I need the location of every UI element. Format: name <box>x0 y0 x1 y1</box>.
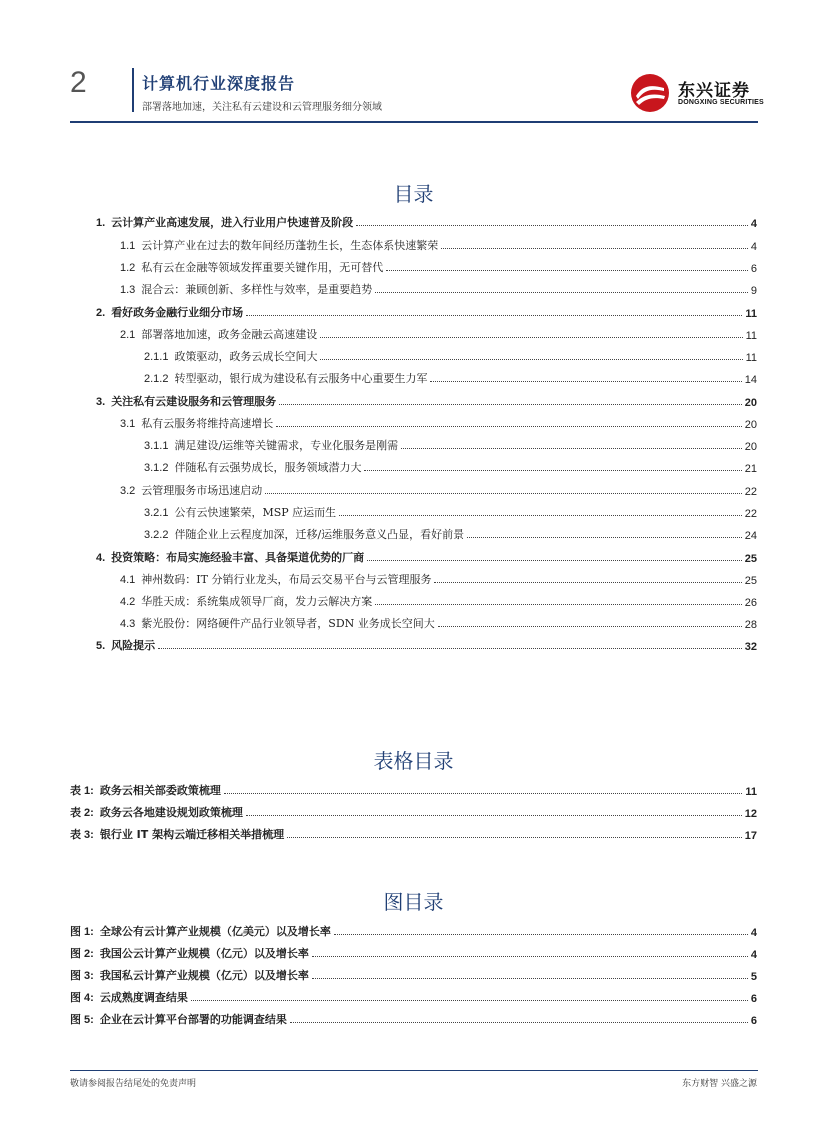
toc-entry-label <box>144 437 398 453</box>
figure-toc-entry-page: 4 <box>750 927 757 939</box>
toc-entry[interactable] <box>120 482 757 498</box>
toc-entry-label <box>144 526 464 542</box>
toc-entry-text: 转型驱动，银行成为建设私有云服务中心重要生力军 <box>174 372 428 385</box>
toc-entry-page: 22 <box>744 486 757 498</box>
toc-entry-text: 紫光股份：网络硬件产品行业领导者，SDN 业务成长空间大 <box>141 617 435 630</box>
figure-toc-entry-label <box>70 989 188 1005</box>
toc-entry-page: 25 <box>744 575 757 587</box>
figure-toc-entry-number: 图 3: <box>70 970 94 982</box>
figure-toc-title: 图目录 <box>383 890 444 914</box>
toc-entry-page: 20 <box>744 397 757 409</box>
toc-entry-page: 6 <box>750 263 757 275</box>
figure-toc-entry[interactable] <box>70 945 757 961</box>
toc-entry-page: 28 <box>744 619 757 631</box>
toc-entry-text: 风险提示 <box>111 639 156 652</box>
toc-entry[interactable] <box>120 571 757 587</box>
leader-dots <box>364 470 741 471</box>
toc-entry-text: 私有云在金融等领域发挥重要关键作用，无可替代 <box>141 261 384 274</box>
toc-entry-page: 20 <box>744 441 757 453</box>
toc-entry-label <box>96 549 364 565</box>
header-rule <box>70 121 758 123</box>
table-toc-entry-page: 17 <box>744 830 757 842</box>
page-number: 2 <box>70 66 87 99</box>
figure-toc-entry-text: 我国公云计算产业规模（亿元）以及增长率 <box>99 947 309 960</box>
toc-entry-number: 3.2.2 <box>144 529 169 541</box>
leader-dots <box>386 270 748 271</box>
toc-entry-number: 1. <box>96 217 106 229</box>
toc-entry-text: 看好政务金融行业细分市场 <box>111 306 244 319</box>
toc-entry-page: 24 <box>744 530 757 542</box>
table-toc-entry-number: 表 2: <box>70 807 94 819</box>
toc-entry-label <box>96 393 276 409</box>
toc-entry-label <box>120 281 372 297</box>
table-toc-entry[interactable] <box>70 826 757 842</box>
table-toc-entry-number: 表 3: <box>70 829 94 841</box>
toc-entry-number: 2.1.2 <box>144 373 169 385</box>
toc-entry[interactable] <box>144 459 757 475</box>
toc-entry[interactable] <box>120 281 757 297</box>
toc-entry-page: 4 <box>750 241 757 253</box>
toc-entry-page: 14 <box>744 374 757 386</box>
toc-entry-text: 云管理服务市场迅速启动 <box>141 484 263 497</box>
toc-entry[interactable] <box>120 237 757 253</box>
toc-entry[interactable] <box>96 637 757 653</box>
figure-toc-entry-page: 6 <box>750 993 757 1005</box>
toc-entry-number: 1.2 <box>120 262 136 274</box>
toc-entry[interactable] <box>96 304 757 320</box>
toc-entry-page: 25 <box>744 553 757 565</box>
leader-dots <box>375 292 748 293</box>
figure-toc-entry-text: 全球公有云计算产业规模（亿美元）以及增长率 <box>99 925 331 938</box>
toc-entry-number: 2. <box>96 307 106 319</box>
leader-dots <box>401 448 742 449</box>
toc-entry-label <box>96 304 243 320</box>
figure-toc-entry-label <box>70 923 331 939</box>
toc-entry-number: 2.1 <box>120 329 136 341</box>
toc-entry-label <box>144 370 427 386</box>
table-toc-entry-number: 表 1: <box>70 785 94 797</box>
toc-entry-number: 1.1 <box>120 240 136 252</box>
toc-entry-text: 政策驱动，政务云成长空间大 <box>174 350 318 363</box>
toc-entry[interactable] <box>144 504 757 520</box>
figure-toc-entry-label <box>70 1011 287 1027</box>
toc-entry[interactable] <box>144 370 757 386</box>
figure-toc-entry-label <box>70 945 309 961</box>
figure-toc-entry-text: 企业在云计算平台部署的功能调查结果 <box>99 1013 287 1026</box>
toc-entry-page: 20 <box>744 419 757 431</box>
table-toc-entry[interactable] <box>70 804 757 820</box>
toc-entry-number: 4.1 <box>120 574 136 586</box>
logo-name: 东兴证券 <box>678 81 750 101</box>
figure-toc-entry[interactable] <box>70 923 757 939</box>
toc-entry-number: 3.1 <box>120 418 136 430</box>
toc-entry-text: 伴随企业上云程度加深，迁移/运维服务意义凸显，看好前景 <box>174 528 465 541</box>
leader-dots <box>441 248 748 249</box>
toc-entry-label <box>120 415 273 431</box>
toc-entry-text: 私有云服务将维持高速增长 <box>141 417 274 430</box>
toc-entry-number: 3. <box>96 396 106 408</box>
table-toc-title: 表格目录 <box>373 749 454 773</box>
toc-entry-page: 26 <box>744 597 757 609</box>
toc-entry-label <box>120 259 383 275</box>
toc-entry-text: 关注私有云建设服务和云管理服务 <box>111 395 277 408</box>
figure-toc-entry-label <box>70 967 309 983</box>
toc-entry-number: 3.1.1 <box>144 440 169 452</box>
toc-entry-label <box>144 459 361 475</box>
leader-dots <box>265 493 741 494</box>
logo-english: DONGXING SECURITIES <box>678 99 764 106</box>
toc-entry-page: 11 <box>745 308 757 320</box>
leader-dots <box>279 404 742 405</box>
figure-toc-entry-number: 图 2: <box>70 948 94 960</box>
toc-entry-page: 32 <box>744 641 757 653</box>
toc-entry[interactable] <box>96 393 757 409</box>
toc-entry-page: 11 <box>745 352 757 364</box>
leader-dots <box>434 582 741 583</box>
figure-toc-entry-page: 6 <box>750 1015 757 1027</box>
toc-entry-text: 混合云：兼顾创新、多样性与效率，是重要趋势 <box>141 283 373 296</box>
leader-dots <box>438 626 742 627</box>
footer-rule <box>70 1070 758 1071</box>
figure-toc-entry-number: 图 5: <box>70 1014 94 1026</box>
figure-toc-entry-number: 图 1: <box>70 926 94 938</box>
table-toc-entry-text: 银行业 IT 架构云端迁移相关举措梳理 <box>99 828 285 841</box>
figure-toc-entry-number: 图 4: <box>70 992 94 1004</box>
table-toc-entry-text: 政务云相关部委政策梳理 <box>99 784 221 797</box>
leader-dots <box>158 648 742 649</box>
toc-entry-label <box>120 571 431 587</box>
footer-slogan: 东方财智 兴盛之源 <box>682 1079 757 1089</box>
leader-dots <box>320 337 742 338</box>
figure-toc-entry-text: 云成熟度调查结果 <box>99 991 188 1004</box>
toc-entry-number: 2.1.1 <box>144 351 169 363</box>
toc-entry[interactable] <box>144 437 757 453</box>
leader-dots <box>312 956 748 957</box>
toc-entry[interactable] <box>144 348 757 364</box>
toc-entry-text: 投资策略：布局实施经验丰富、具备渠道优势的厂商 <box>111 551 365 564</box>
table-toc-entry[interactable] <box>70 782 757 798</box>
leader-dots <box>191 1000 748 1001</box>
header-divider <box>132 68 134 112</box>
toc-entry-label <box>144 504 336 520</box>
leader-dots <box>246 315 742 316</box>
leader-dots <box>467 537 742 538</box>
table-toc-entry-page: 12 <box>744 808 757 820</box>
toc-entry-number: 5. <box>96 640 106 652</box>
toc-entry[interactable] <box>96 549 757 565</box>
toc-entry[interactable] <box>120 615 757 631</box>
leader-dots <box>356 225 748 226</box>
toc-entry-text: 华胜天成：系统集成领导厂商，发力云解决方案 <box>141 595 373 608</box>
figure-toc-entry-text: 我国私云计算产业规模（亿元）以及增长率 <box>99 969 309 982</box>
toc-entry-text: 云计算产业高速发展，进入行业用户快速普及阶段 <box>111 216 354 229</box>
figure-toc-entry-page: 5 <box>750 971 757 983</box>
toc-entry-number: 4.2 <box>120 596 136 608</box>
toc-entry-page: 9 <box>750 285 757 297</box>
toc-entry-label <box>120 482 262 498</box>
report-title: 计算机行业深度报告 <box>142 74 296 93</box>
table-toc-entry-text: 政务云各地建设规划政策梳理 <box>99 806 243 819</box>
leader-dots <box>276 426 741 427</box>
table-toc-entry-label <box>70 804 243 820</box>
toc-entry-text: 伴随私有云强势成长，服务领域潜力大 <box>174 461 362 474</box>
toc-entry-page: 22 <box>744 508 757 520</box>
leader-dots <box>375 604 741 605</box>
table-toc-entry-label <box>70 826 284 842</box>
toc-entry-label <box>120 593 372 609</box>
toc-entry-label <box>120 615 435 631</box>
leader-dots <box>339 515 742 516</box>
toc-entry-label <box>120 326 317 342</box>
leader-dots <box>320 359 742 360</box>
toc-entry-page: 4 <box>750 218 757 230</box>
leader-dots <box>430 381 741 382</box>
toc-entry-number: 1.3 <box>120 284 136 296</box>
toc-title: 目录 <box>393 182 434 206</box>
toc-entry[interactable] <box>120 415 757 431</box>
toc-entry-page: 21 <box>744 463 757 475</box>
figure-toc-entry[interactable] <box>70 967 757 983</box>
toc-entry[interactable] <box>144 526 757 542</box>
leader-dots <box>290 1022 748 1023</box>
toc-entry-page: 11 <box>745 330 757 342</box>
toc-entry-text: 公有云快速繁荣，MSP 应运而生 <box>174 506 337 519</box>
toc-entry-text: 神州数码：IT 分销行业龙头，布局云交易平台与云管理服务 <box>141 573 432 586</box>
footer-disclaimer: 敬请参阅报告结尾处的免责声明 <box>70 1079 197 1089</box>
leader-dots <box>334 934 748 935</box>
toc-entry[interactable] <box>96 214 757 230</box>
figure-toc-entry[interactable] <box>70 989 757 1005</box>
leader-dots <box>367 560 742 561</box>
toc-entry-label <box>144 348 317 364</box>
report-subtitle: 部署落地加速，关注私有云建设和云管理服务细分领域 <box>142 102 382 113</box>
figure-toc-entry[interactable] <box>70 1011 757 1027</box>
toc-entry-text: 云计算产业在过去的数年间经历蓬勃生长，生态体系快速繁荣 <box>141 239 439 252</box>
toc-entry-text: 部署落地加速，政务金融云高速建设 <box>141 328 318 341</box>
toc-entry[interactable] <box>120 326 757 342</box>
toc-entry-number: 3.2 <box>120 485 136 497</box>
toc-entry-number: 4.3 <box>120 618 136 630</box>
toc-entry-number: 3.2.1 <box>144 507 169 519</box>
leader-dots <box>224 793 743 794</box>
leader-dots <box>312 978 748 979</box>
figure-toc-entry-page: 4 <box>750 949 757 961</box>
toc-entry-label <box>96 637 155 653</box>
toc-entry[interactable] <box>120 259 757 275</box>
table-toc-entry-page: 11 <box>745 786 757 798</box>
toc-entry-number: 4. <box>96 552 106 564</box>
table-toc-entry-label <box>70 782 221 798</box>
toc-entry[interactable] <box>120 593 757 609</box>
leader-dots <box>246 815 742 816</box>
toc-entry-label <box>120 237 438 253</box>
leader-dots <box>287 837 742 838</box>
toc-entry-number: 3.1.2 <box>144 462 169 474</box>
toc-entry-text: 满足建设/运维等关键需求，专业化服务是刚需 <box>174 439 399 452</box>
toc-entry-label <box>96 214 353 230</box>
